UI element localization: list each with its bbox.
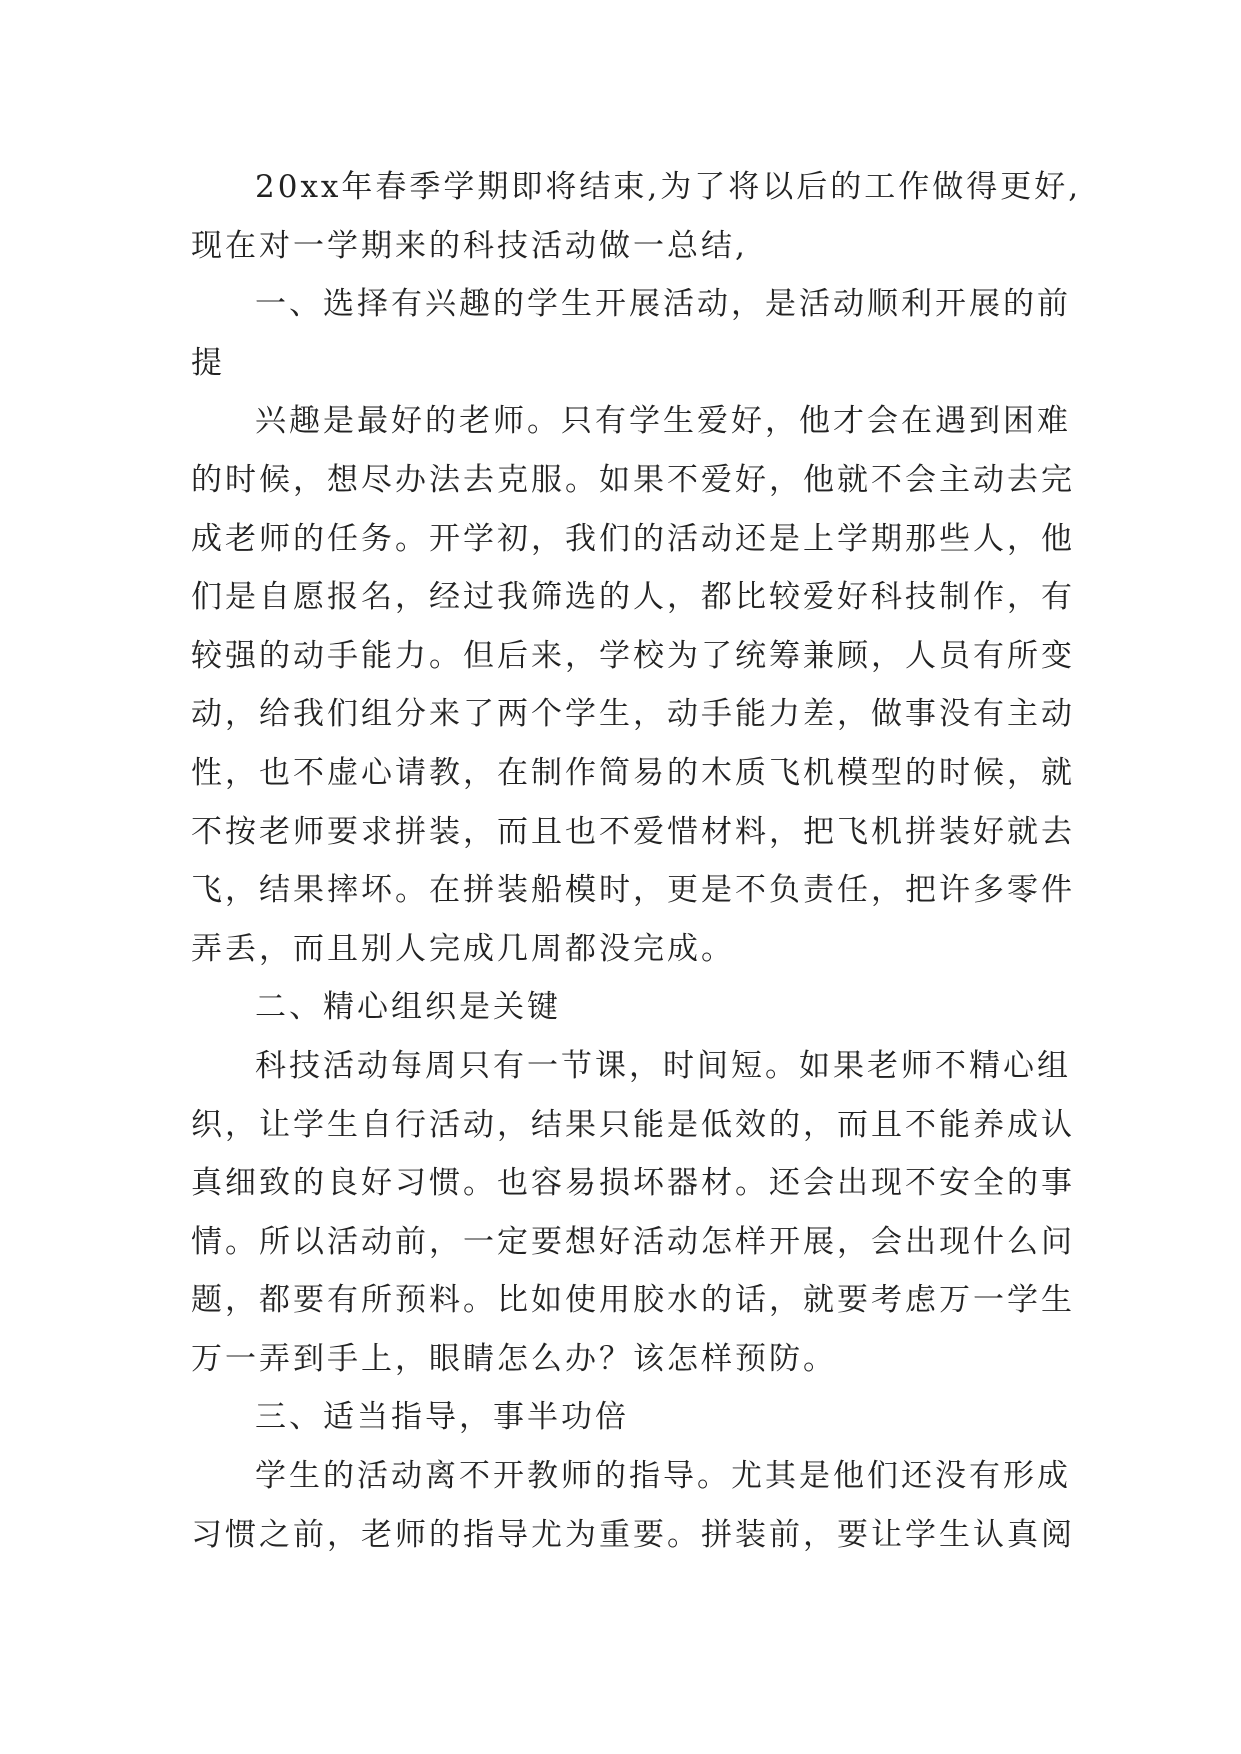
text-line: 们是自愿报名，经过我筛选的人，都比较爱好科技制作，有 [191,579,1075,616]
text-line: 兴趣是最好的老师。只有学生爱好，他才会在遇到困难 [255,403,1071,440]
document-body [191,158,1082,1564]
text-line: 织，让学生自行活动，结果只能是低效的，而且不能养成认 [191,1106,1075,1143]
text-line: 弄丢，而且别人完成几周都没完成。 [191,930,735,967]
text-line: 不按老师要求拼装，而且也不爱惜材料，把飞机拼装好就去 [191,813,1075,850]
text-line: 题，都要有所预料。比如使用胶水的话，就要考虑万一学生 [191,1282,1075,1319]
text-line: 20xx年春季学期即将结束,为了将以后的工作做得更好, [255,169,1082,205]
text-line: 科技活动每周只有一节课，时间短。如果老师不精心组 [255,1047,1071,1084]
text-line: 的时候，想尽办法去克服。如果不爱好，他就不会主动去完 [191,461,1075,498]
text-line: 飞，结果摔坏。在拼装船模时，更是不负责任，把许多零件 [191,872,1075,909]
text-line: 万一弄到手上，眼睛怎么办？该怎样预防。 [191,1340,837,1377]
text-line: 现在对一学期来的科技活动做一总结, [191,227,748,264]
text-line: 一、选择有兴趣的学生开展活动，是活动顺利开展的前 [255,286,1071,323]
text-line: 真细致的良好习惯。也容易损坏器材。还会出现不安全的事 [191,1165,1075,1202]
text-line: 三、适当指导，事半功倍 [255,1399,629,1436]
text-line: 情。所以活动前，一定要想好活动怎样开展，会出现什么问 [191,1223,1075,1260]
text-line: 学生的活动离不开教师的指导。尤其是他们还没有形成 [255,1458,1071,1495]
text-line: 提 [191,344,225,381]
text-line: 成老师的任务。开学初，我们的活动还是上学期那些人，他 [191,520,1075,557]
text-line: 二、精心组织是关键 [255,989,561,1026]
text-line: 习惯之前，老师的指导尤为重要。拼装前，要让学生认真阅 [191,1516,1075,1553]
text-line: 较强的动手能力。但后来，学校为了统筹兼顾，人员有所变 [191,637,1075,674]
text-line: 动，给我们组分来了两个学生，动手能力差，做事没有主动 [191,696,1075,733]
text-line: 性，也不虚心请教，在制作简易的木质飞机模型的时候，就 [191,754,1075,791]
